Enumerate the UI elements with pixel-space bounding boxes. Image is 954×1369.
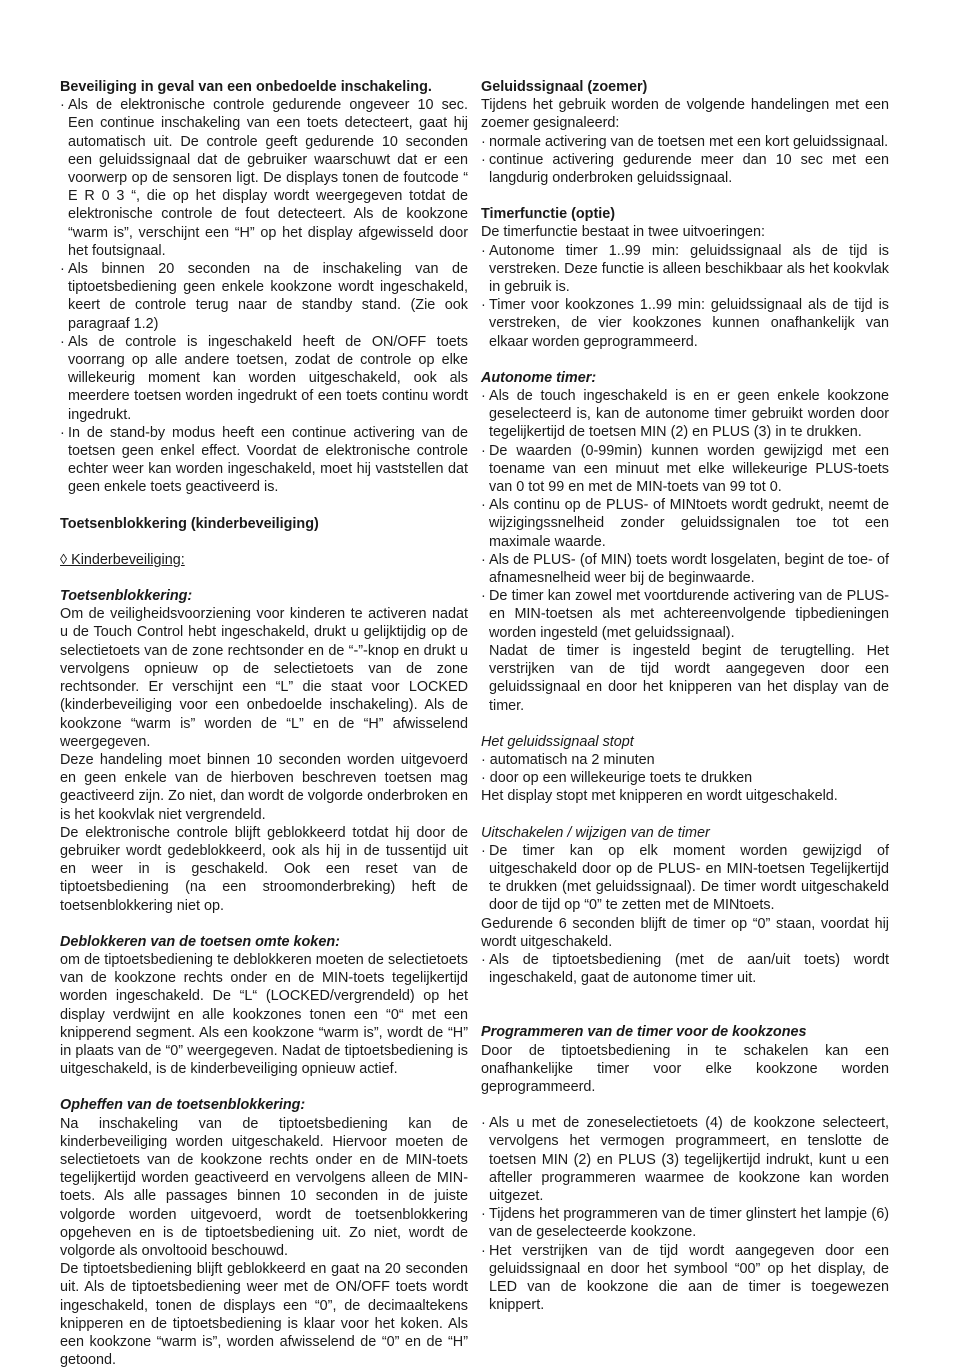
list-item: · Als binnen 20 seconden na de inschakeling van de tiptoetsbediening geen enkele kookzone wordt ingeschakeld, keert de controle terug naar de standby stand. (Zie ook paragraaf 1.2) — [60, 261, 468, 332]
list-item-text: Als de elektronische controle gedurende ongeveer 10 sec. Een continue inschakeling van een toets detecteert, gaat hij automatisch uit. De controle geeft gedurende 10 seconden een geluidssignaal dat de gebruiker waarschuwt dat er een voorwerp op de sensoren ligt. De displays tonen de foutcode “ E R 0 3 “, die op het display wordt weergegeven totdat de elektronische controle de fout detecteert. Als de kookzone “warm is”, verschijnt een “H” op het display afgewisseld door het foutsignaal. — [68, 97, 468, 259]
paragraph: Na inschakeling van de tiptoetsbediening kan de kinderbeveiliging worden uitgeschakeld. Hiervoor moeten de selectietoets van de kookzone rechts onder en de MIN-toets tegelijkertijd worden geactiveerd en vervolgens alleen de MIN-toets. Als alle passages binnen 10 seconden in de juiste volgorde worden uitgevoerd, wordt de toetsenblokkering opgeheven en is de tiptoetsbediening uit. Zo niet, wordt de volgorde als onvoltooid beschouwd. — [60, 1115, 468, 1259]
list-item-text: Als de controle is ingeschakeld heeft de ON/OFF toets voorrang op alle andere toetsen, zodat de controle op elke willekeurig moment kan worden uitgeschakeld, ook als meerdere toetsen worden ingedrukt of een toets continu wordt ingedrukt. — [68, 333, 468, 423]
list-item-text: Nadat de timer is ingesteld begint de terugtelling. Het verstrijken van de tijd wordt aangegeven door een geluidssignaal en door het knipperen van het display van de timer. — [489, 642, 889, 714]
paragraph: Om de veiligheidsvoorziening voor kinderen te activeren nadat u de Touch Control hebt ingeschakeld, drukt u gelijktijdig op de selectietoets van de zone rechtsonder en de “-”-knop en drukt u vervolgens opnieuw op de selectietoets van de zone rechtsonder. Er verschijnt een “L” die staat voor LOCKED (kinderbeveiliging voor een onbedoelde inschakeling). Als de kookzone “warm is” worden de “L” en de “H” afwisselend weergegeven. — [60, 606, 468, 750]
list-item-text: Als de touch ingeschakeld is en er geen enkele kookzone geselecteerd is, kan de autonome timer gebruikt worden door tegelijkertijd de toetsen MIN (2) en PLUS (3) in te drukken. — [489, 388, 889, 441]
list-item: · Als de elektronische controle gedurende ongeveer 10 sec. Een continue inschakeling van een toets detecteert, gaat hij automatisch uit. De controle geeft gedurende 10 seconden een geluidssignaal dat de gebruiker waarschuwt dat er een voorwerp op de sensoren ligt. De displays tonen de foutcode “ E R 0 3 “, die op het display wordt weergegeven totdat de elektronische controle de fout detecteert. Als de kookzone “warm is”, verschijnt een “H” op het display afgewisseld door het foutsignaal. — [60, 97, 468, 259]
list-item: · Als de controle is ingeschakeld heeft de ON/OFF toets voorrang op alle andere toetsen, zodat de controle op elke willekeurig moment kan worden uitgeschakeld, ook als meerdere toetsen worden ingedrukt of een toets continu wordt ingedrukt. — [60, 333, 468, 423]
subsection-title: Toetsenblokkering: — [60, 588, 193, 605]
list-item: · Tijdens het programmeren van de timer glinstert het lampje (6) van de geselecteerde kookzone. — [481, 1206, 889, 1241]
paragraph: De tiptoetsbediening blijft geblokkeerd en gaat na 20 seconden uit. Als de tiptoetsbediening weer met de ON/OFF toets wordt ingeschakeld, tonen de displays een “0”, de decimaaltekens knipperen en de tiptoetsbediening is klaar voor het koken. Als een kookzone “warm is”, worden afwisselend de “0” en de “H” getoond. — [60, 1261, 468, 1369]
subsection-title: Het geluidssignaal stopt — [481, 733, 634, 750]
list-item: · Als de touch ingeschakeld is en er geen enkele kookzone geselecteerd is, kan de autonome timer gebruikt worden door tegelijkertijd de toetsen MIN (2) en PLUS (3) in te drukken. — [481, 388, 889, 441]
list-item-text: Als continu op de PLUS- of MINtoets wordt gedrukt, neemt de wijzigingssnelheid zonder geluidssignalen toe tot een maximale waarde. — [489, 497, 889, 550]
paragraph: Tijdens het gebruik worden de volgende handelingen met een zoemer gesignaleerd: — [481, 97, 889, 132]
list-item: · Als de PLUS- (of MIN) toets wordt losgelaten, begint de toe- of afnamesnelheid weer bij de beginwaarde. — [481, 551, 889, 587]
list-item: · normale activering van de toetsen met een kort geluidssignaal. — [481, 133, 889, 150]
section-title: Timerfunctie (optie) — [481, 206, 616, 223]
list-item-text: In de stand-by modus heeft een continue activering van de toetsen geen enkel effect. Voordat de elektronische controle echter weer kan worden ingeschakeld, moet hij vaststellen dat geen enkele toets geactiveerd is. — [68, 424, 468, 496]
list-item: · De timer kan zowel met voortdurende activering van de PLUS- en MIN-toetsen als met achtereenvolgende tipbedieningen worden ingesteld (met geluidssignaal). — [481, 588, 889, 641]
paragraph: De elektronische controle blijft geblokkeerd totdat hij door de gebruiker wordt gedeblokkeerd, ook als hij in de tussentijd uit en weer in is geschakeld. Ook een reset van de tiptoetsbediening (na een stroomonderbreking) heft de toetsenblokkering niet op. — [60, 824, 468, 914]
list-item-text: Timer voor kookzones 1..99 min: geluidssignaal als de tijd is verstreken, de vier kookzones kunnen onafhankelijk van elkaar worden geprogrammeerd. — [489, 297, 889, 350]
paragraph: De timerfunctie bestaat in twee uitvoeringen: — [481, 224, 765, 241]
section-title: Beveiliging in geval van een onbedoelde inschakeling. — [60, 79, 432, 95]
section-title: Toetsenblokkering (kinderbeveiliging) — [60, 515, 319, 532]
list-item: · automatisch na 2 minuten — [481, 751, 655, 768]
list-item-text: Als de PLUS- (of MIN) toets wordt losgelaten, begint de toe- of afnamesnelheid weer bij de beginwaarde. — [489, 551, 889, 587]
list-item-text: Als de tiptoetsbediening (met de aan/uit toets) wordt ingeschakeld, gaat de autonome timer uit. — [489, 951, 889, 987]
list-item: · De waarden (0-99min) kunnen worden gewijzigd met een toename van een minuut met elke willekeurige PLUS-toets van 0 tot 99 en met de MIN-toets van 99 tot 0. — [481, 442, 889, 496]
list-item-text: Tijdens het programmeren van de timer glinstert het lampje (6) van de geselecteerde kookzone. — [489, 1206, 889, 1241]
list-item-text: De timer kan zowel met voortdurende activering van de PLUS- en MIN-toetsen als met achtereenvolgende tipbedieningen worden ingesteld (met geluidssignaal). — [489, 588, 889, 641]
child-lock-label: ◊ Kinderbeveiliging: — [60, 551, 185, 568]
subsection-title: Uitschakelen / wijzigen van de timer — [481, 824, 710, 841]
list-item-text: automatisch na 2 minuten — [489, 751, 655, 768]
list-item: · Als continu op de PLUS- of MINtoets wordt gedrukt, neemt de wijzigingssnelheid zonder geluidssignalen toe tot een maximale waarde. — [481, 497, 889, 550]
list-item: · Het verstrijken van de tijd wordt aangegeven door een geluidssignaal en door het symbool “00” op het display, de LED van de kookzone die aan de timer is toegewezen knippert. — [481, 1242, 889, 1314]
list-item: · Timer voor kookzones 1..99 min: geluidssignaal als de tijd is verstreken, de vier kookzones kunnen onafhankelijk van elkaar worden geprogrammeerd. — [481, 297, 889, 350]
paragraph: Door de tiptoetsbediening in te schakelen kan een onafhankelijke timer voor elke kookzone worden geprogrammeerd. — [481, 1042, 889, 1095]
paragraph: om de tiptoetsbediening te deblokkeren moeten de selectietoets van de kookzone rechts onder en de MIN-toets tegelijkertijd worden ingeschakeld. De “L“ (LOCKED/vergrendeld) op het display verdwijnt en alle kookzones tonen een “0“ met een knipperend segment. Als een kookzone “warm is”, wordt de “H” in plaats van de “0” weergegeven. Nadat de tiptoetsbediening is uitgeschakeld, is de kinderbeveiliging opnieuw actief. — [60, 951, 468, 1078]
subsection-title: Opheffen van de toetsenblokkering: — [60, 1097, 306, 1114]
section-title: Geluidssignaal (zoemer) — [481, 79, 648, 95]
list-item-text: normale activering van de toetsen met een kort geluidssignaal. — [489, 133, 889, 150]
list-item-text: De timer kan op elk moment worden gewijzigd of uitgeschakeld door op de PLUS- en MIN-toetsen Tegelijkertijd te drukken (met geluidssignaal). De timer wordt uitgeschakeld door de tijd op “0” te zetten met de MINtoets. — [489, 842, 889, 914]
right-column — [481, 78, 889, 1314]
list-item-text: continue activering gedurende meer dan 10 sec met een langdurig onderbroken geluidssignaal. — [489, 151, 889, 187]
list-item: · continue activering gedurende meer dan 10 sec met een langdurig onderbroken geluidssignaal. — [481, 151, 889, 187]
list-item: · Autonome timer 1..99 min: geluidssignaal als de tijd is verstreken. Deze functie is alleen beschikbaar als het kookvlak in gebruik is. — [481, 242, 889, 296]
paragraph: Het display stopt met knipperen en wordt uitgeschakeld. — [481, 788, 838, 805]
subsection-title: Autonome timer: — [481, 369, 597, 386]
list-item: · In de stand-by modus heeft een continue activering van de toetsen geen enkel effect. Voordat de elektronische controle echter weer kan worden ingeschakeld, moet hij vaststellen dat geen enkele toets geactiveerd is. — [60, 424, 468, 496]
list-item-text: Het verstrijken van de tijd wordt aangegeven door een geluidssignaal en door het symbool “00” op het display, de LED van de kookzone die aan de timer is toegewezen knippert. — [489, 1242, 889, 1314]
list-item-continuation — [481, 642, 889, 715]
list-item-text: Als binnen 20 seconden na de inschakeling van de tiptoetsbediening geen enkele kookzone wordt ingeschakeld, keert de controle terug naar de standby stand. (Zie ook paragraaf 1.2) — [68, 261, 468, 332]
list-item: · Als u met de zoneselectietoets (4) de kookzone selecteert, vervolgens het vermogen programmeert, en tenslotte de toetsen MIN (2) en PLUS (3) tegelijkertijd indrukt, kunt u een afteller programmeren waarmee de kookzone kan worden uitgezet. — [481, 1115, 889, 1204]
list-item-text: De waarden (0-99min) kunnen worden gewijzigd met een toename van een minuut met elke willekeurige PLUS-toets van 0 tot 99 en met de MIN-toets van 99 tot 0. — [489, 442, 889, 496]
list-item-text: Als u met de zoneselectietoets (4) de kookzone selecteert, vervolgens het vermogen programmeert, en tenslotte de toetsen MIN (2) en PLUS (3) tegelijkertijd indrukt, kunt u een afteller programmeren waarmee de kookzone kan worden uitgezet. — [489, 1115, 889, 1204]
left-column — [60, 78, 468, 1369]
list-item-text: door op een willekeurige toets te drukken — [489, 770, 753, 787]
paragraph: Deze handeling moet binnen 10 seconden worden uitgevoerd en geen enkele van de hierboven beschreven toetsen mag geactiveerd zijn. Zo niet, dan wordt de volgorde onderbroken en is het kookvlak niet vergrendeld. — [60, 751, 468, 823]
paragraph: Gedurende 6 seconden blijft de timer op “0” staan, voordat hij wordt uitgeschakeld. — [481, 915, 889, 950]
list-item-text: Autonome timer 1..99 min: geluidssignaal als de tijd is verstreken. Deze functie is alleen beschikbaar als het kookvlak in gebruik is. — [489, 242, 889, 296]
list-item: · De timer kan op elk moment worden gewijzigd of uitgeschakeld door op de PLUS- en MIN-toetsen Tegelijkertijd te drukken (met geluidssignaal). De timer wordt uitgeschakeld door de tijd op “0” te zetten met de MINtoets. — [481, 842, 889, 914]
list-item: · Als de tiptoetsbediening (met de aan/uit toets) wordt ingeschakeld, gaat de autonome timer uit. — [481, 951, 889, 987]
subsection-title: Deblokkeren van de toetsen omte koken: — [60, 933, 340, 950]
list-item: · door op een willekeurige toets te drukken — [481, 770, 753, 787]
subsection-title: Programmeren van de timer voor de kookzones — [481, 1024, 807, 1041]
